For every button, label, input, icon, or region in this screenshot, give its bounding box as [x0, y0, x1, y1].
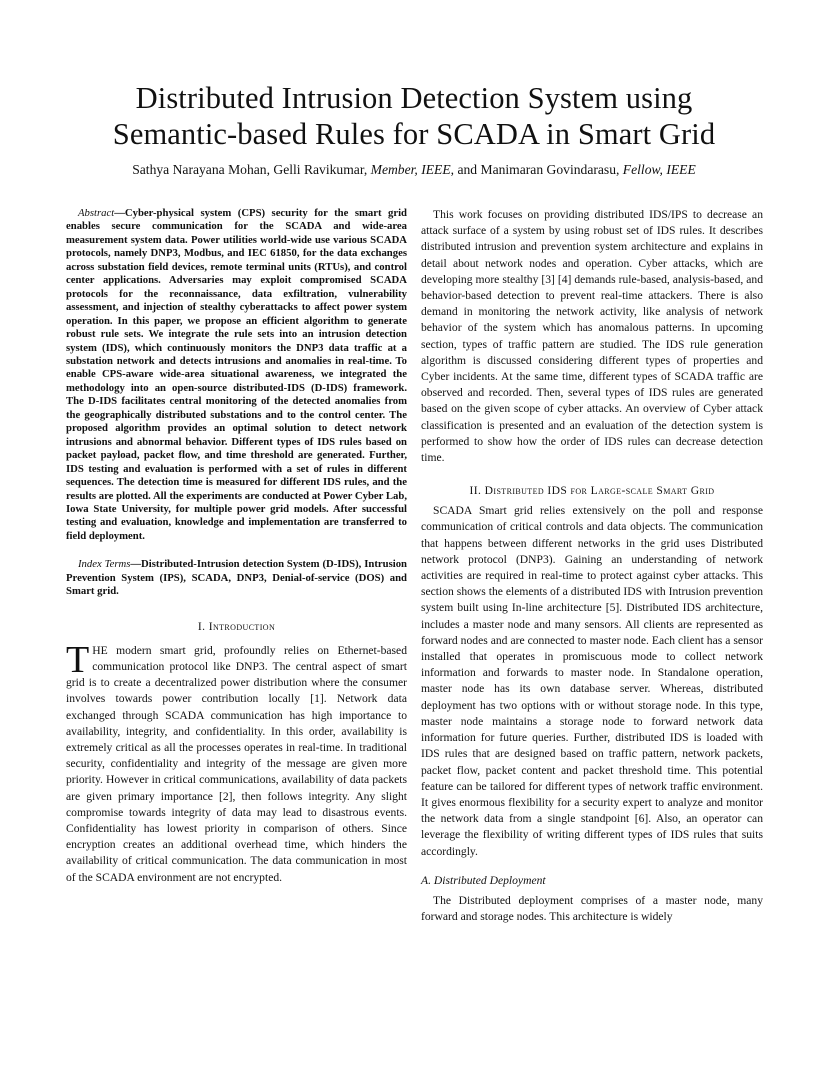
- author-list: [40, 161, 788, 179]
- abstract-label: Abstract: [78, 207, 115, 219]
- paper-title: [40, 80, 788, 152]
- subsection-heading-distributed-deployment: A. Distributed Deployment: [421, 873, 546, 887]
- index-terms-text: —Distributed-Intrusion detection System (D-IDS), Intrusion Prevention System (IPS), SCADA, DNP3, Denial-of-service (DOS) and Smart grid.: [66, 558, 407, 598]
- left-column: [66, 207, 407, 886]
- drop-cap: T: [66, 638, 90, 681]
- subsection-paragraph: The Distributed deployment comprises of a master node, many forward and storage nodes. This architecture is widely: [421, 893, 763, 923]
- intro-small-caps: HE: [92, 643, 108, 657]
- right-column: [421, 207, 763, 925]
- intro-text: modern smart grid, profoundly relies on Ethernet-based communication protocol like DNP3. The central aspect of smart grid is to create a decentralized power distribution where the consumer involves towards power contribution locally [1]. Network data exchanged through SCADA communication has high importance to availability, integrity, and confidentiality. In this order, availability is extremely critical as all the processes operates in real-time. In traditional security, confidentiality and integrity of the message are given more priority. However in critical communications, availability of data packets are given primary importance [2], then follows integrity. Any slight compromise towards integrity of data may lead to disastrous events. Confidentiality has lowest priority in comparison of others. Since encryption creates an additional overhead time, which hinders the availability of critical communication. The data communication in most of the SCADA environment are not encrypted.: [66, 643, 407, 884]
- section-heading-distributed-ids: II. Distributed IDS for Large-scale Smart Grid: [469, 484, 715, 498]
- section-heading-introduction: I. Introduction: [197, 619, 276, 633]
- author-names-1: Sathya Narayana Mohan, Gelli Ravikumar,: [132, 162, 371, 177]
- intro-paragraph-2: This work focuses on providing distributed IDS/IPS to decrease an attack surface of a system by using robust set of IDS rules. It describes distributed intrusion and prevention system architecture and explains in detail about network nodes and operation. Cyber attacks, which are developing more stealthy [3] [4] demands rule-based, analysis-based, and behavior-based detection to prevent real-time attackers. There is also demand in monitoring the network activity, like analysis of network behavior of the system which has anomalous patterns. In upcoming section, types of traffic pattern are studied. The IDS rule generation algorithm is discussed considering different types of properties and Cyber incidents. At the same time, different types of SCADA traffic are observed and recorded. Then, several types of IDS rules are generated based on the given scope of cyber attacks. An overview of Cyber attack classification is presented and an evaluation of the detection system is performed to show how the order of IDS rules can decrease detection time.: [421, 208, 763, 465]
- section-2-paragraph: SCADA Smart grid relies extensively on the poll and response communication of critical controls and data objects. The communication that happens between different networks in the grid uses Distributed network protocol (DNP3). Gaining an understanding of network activities are required in real-time to protect against cyber attacks. This section shows the elements of a distributed IDS with Intrusion prevention system built using In-line architecture [5]. Distributed IDS architecture, includes a master node and many sensors. All clients are represented as forward nodes and are connected to master node. Each client has a sensor installed that operates in promiscuous mode to collect network information and forwards to master node. In Standalone operation, master node has its own database server. Whereas, distributed deployment has two options with or without storage node. In this type, master node maintains a storage node to forward network data information for future queries. Further, distributed IDS is loaded with IDS rules that are designed based on traffic pattern, network packets, packet flow, packet content and packet threshold time. This potential feature can be tailored for different types of network traffic environment. It gives enormous flexibility for a security expert to analyze and monitor the network data from a single standpoint [6]. Also, an operator can leverage the flexibility of writing different types of IDS rules that suits accordingly.: [421, 504, 763, 858]
- author-role-1: Member, IEEE: [370, 162, 451, 177]
- title-line-2: Semantic-based Rules for SCADA in Smart Grid: [112, 117, 716, 151]
- author-role-2: Fellow, IEEE: [622, 162, 696, 177]
- index-terms-label: Index Terms: [78, 558, 131, 571]
- title-line-1: Distributed Intrusion Detection System using: [135, 81, 693, 115]
- abstract-text: —Cyber-physical system (CPS) security for the smart grid enables secure communication for the SCADA and wide-area measurement system data. Power utilities world-wide use various SCADA protocols, namely DNP3, Modbus, and IEC 61850, for the data exchanges across substation field devices, remote terminal units (RTUs), and control center applications. Adversaries may exploit compromised SCADA protocols for the reconnaissance, data exfiltration, vulnerability assessment, and injection of stealthy cyberattacks to affect power system operation. In this paper, we propose an efficient algorithm to generate robust rule sets. We integrate the rule sets into an intrusion detection system (IDS), which continuously monitors the DNP3 data traffic at a substation network and detects intrusions and anomalies in real-time. To enable CPS-aware wide-area situational awareness, we integrated the methodology into an open-source distributed-IDS (D-IDS) framework. The D-IDS facilitates central monitoring of the detected anomalies from the geographically distributed substations and to the control center. The proposed algorithm provides an optimal solution to detect network intrusions and abnormal behavior. Different types of IDS rules based on packet payload, packet flow, and time threshold are generated. Further, IDS testing and evaluation is performed with a set of rules in different sequences. The detection time is measured for different IDS rules, and the results are plotted. All the experiments are conducted at Power Cyber Lab, Iowa State University, for multiple power grid models. After successful testing and evaluation, knowledge and implementation are transferred to field deployment.: [66, 207, 407, 542]
- index-terms: [66, 558, 407, 598]
- author-names-2: , and Manimaran Govindarasu,: [450, 162, 623, 177]
- abstract: [66, 207, 407, 543]
- introduction-paragraph: [66, 638, 407, 886]
